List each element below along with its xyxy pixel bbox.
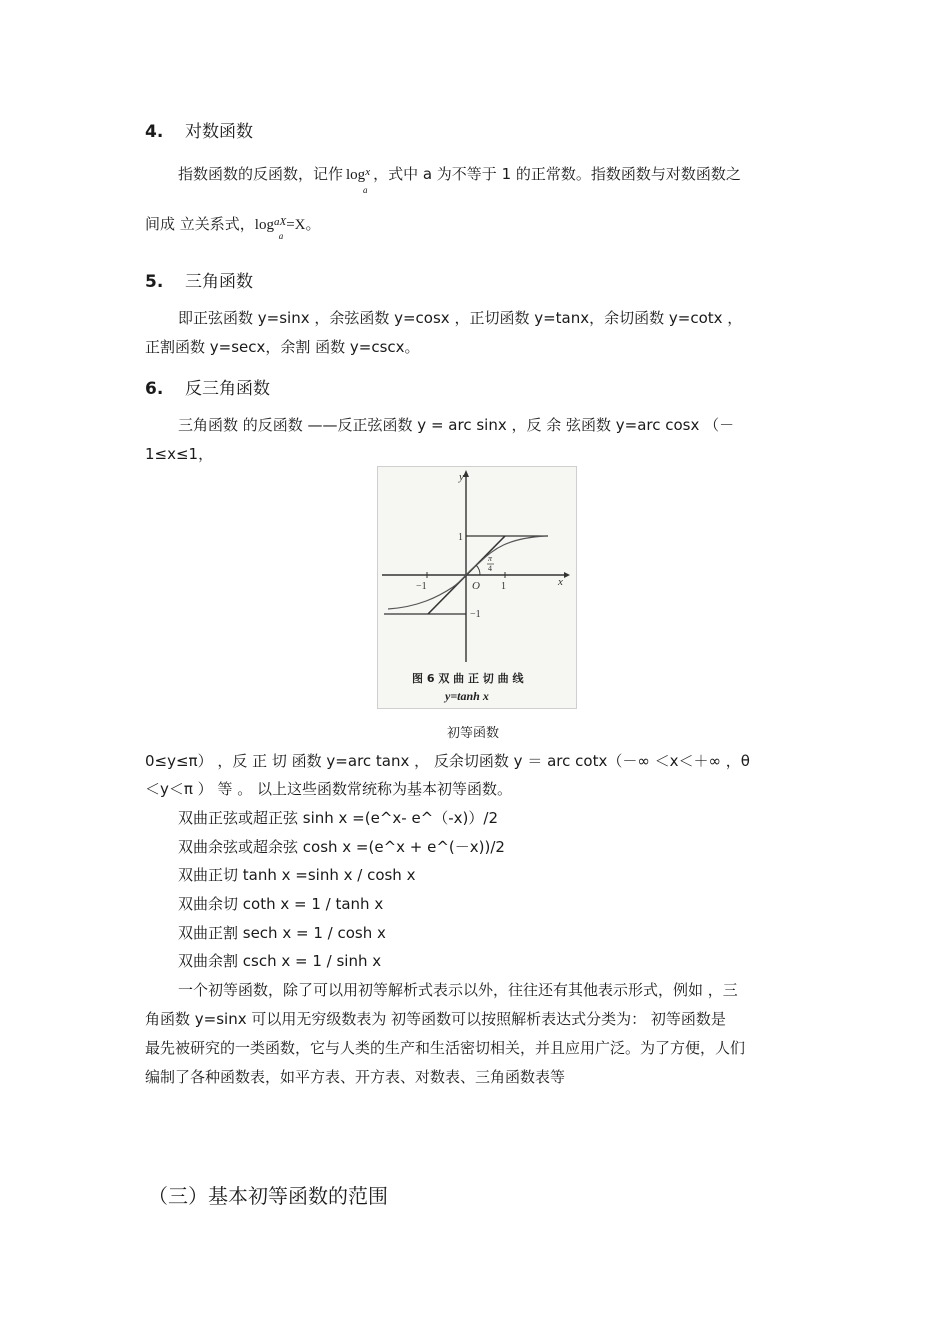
tick-label-x-neg-one: −1 — [416, 581, 427, 592]
log-base: a — [278, 231, 284, 241]
trig-line1: 即正弦函数 y=sinx ，余弦函数 y=cosx ，正切函数 y=tanx，余切函数 y=cotx ， — [178, 309, 743, 327]
log-result: =X。 — [286, 217, 321, 233]
after-figure-line1: 0≤y≤π） ，反 正 切 函数 y=arc tanx ， 反余切函数 y ＝ arc cotx（－∞ ＜x＜＋∞ ，θ — [145, 752, 750, 770]
section-heading-6 — [145, 374, 270, 399]
closing-line4: 编制了各种函数表，如平方表、开方表、对数表、三角函数表等 — [145, 1068, 566, 1086]
section-title: 反三角函数 — [185, 379, 270, 399]
text-span: 指数函数的反函数，记作 — [178, 165, 344, 183]
log-identity — [254, 213, 321, 241]
axis-label-x: x — [558, 576, 563, 588]
hyperbolic-tanh: 双曲正切 tanh x =sinh x / cosh x — [178, 866, 416, 884]
tanh-figure — [377, 466, 577, 709]
tick-label-x-one: 1 — [501, 581, 506, 592]
log-expression — [346, 166, 371, 195]
tick-label-y-neg-one: −1 — [470, 609, 481, 620]
hyperbolic-sinh: 双曲正弦或超正弦 sinh x =(e^x- e^（-x)）/2 — [178, 809, 498, 827]
section-title: 三角函数 — [185, 272, 253, 292]
figure-formula: y=tanh x — [445, 689, 489, 703]
tanh-curve — [388, 536, 546, 609]
hyperbolic-coth: 双曲余切 coth x = 1 / tanh x — [178, 895, 384, 913]
x-axis-arrow — [564, 572, 570, 578]
log-base: a — [363, 185, 368, 195]
section-number: 6. — [145, 379, 164, 399]
closing-line1: 一个初等函数，除了可以用初等解析式表示以外，往往还有其他表示形式，例如 ，三 — [178, 981, 738, 999]
section-number: 5. — [145, 272, 164, 292]
origin-label: O — [472, 580, 480, 592]
log-paragraph-line2 — [145, 213, 321, 241]
section-number: 4. — [145, 122, 164, 142]
section-title: 对数函数 — [185, 122, 253, 142]
closing-line2: 角函数 y=sinx 可以用无穷级数表为 初等函数可以按照解析表达式分类为： 初等函数是 — [145, 1010, 726, 1028]
bottom-section-title: （三）基本初等函数的范围 — [148, 1184, 388, 1208]
hyperbolic-cosh: 双曲余弦或超余弦 cosh x =(e^x + e^(－x))/2 — [178, 838, 505, 856]
angle-label-denominator: 4 — [488, 564, 492, 573]
log-word: log — [254, 217, 274, 233]
section-heading-5 — [145, 267, 253, 292]
log-paragraph-line1 — [178, 163, 741, 195]
figure-caption: 初等函数 — [447, 726, 500, 741]
tanh-graph — [378, 467, 576, 708]
log-argument: aX — [273, 216, 287, 228]
angle-arc — [476, 565, 480, 575]
log-argument: x — [365, 166, 371, 178]
hyperbolic-sech: 双曲正割 sech x = 1 / cosh x — [178, 924, 386, 942]
figure-label: 图 6 双 曲 正 切 曲 线 — [412, 672, 524, 685]
angle-label-numerator: π — [488, 554, 493, 563]
text-span: ，式中 a 为不等于 1 的正常数。指数函数与对数函数之 — [373, 165, 741, 183]
tick-label-y-one: 1 — [458, 532, 463, 543]
log-word: log — [346, 167, 366, 183]
after-figure-line2: ＜y＜π ） 等 。 以上这些函数常统称为基本初等函数。 — [145, 780, 512, 798]
section-heading-4 — [145, 117, 253, 142]
closing-line3: 最先被研究的一类函数，它与人类的生产和生活密切相关，并且应用广泛。为了方便，人们 — [145, 1039, 746, 1057]
hyperbolic-csch: 双曲余割 csch x = 1 / sinh x — [178, 952, 382, 970]
y-axis-arrow — [463, 470, 469, 477]
arc-line2: 1≤x≤1， — [145, 445, 214, 463]
text-span: 间成 立关系式， — [145, 215, 255, 233]
arc-line1: 三角函数 的反函数 ——反正弦函数 y = arc sinx ，反 余 弦函数 y=arc cosx （－ — [178, 416, 735, 434]
trig-line2: 正割函数 y=secx，余割 函数 y=cscx。 — [145, 338, 420, 356]
axis-label-y: y — [459, 471, 464, 483]
